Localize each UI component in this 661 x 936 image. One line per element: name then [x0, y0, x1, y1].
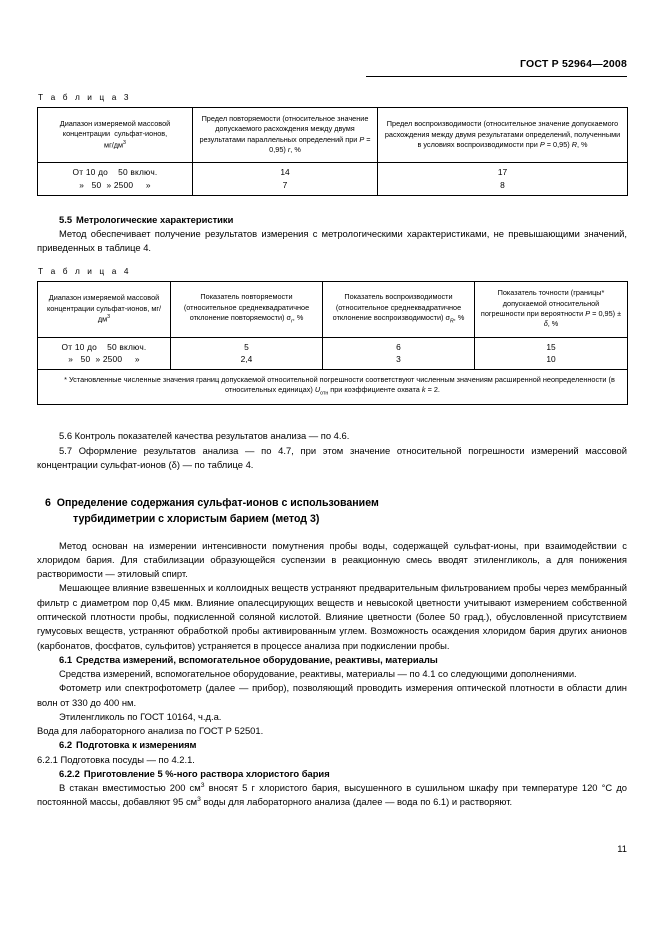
table3-data-block: [38, 163, 628, 195]
table4-accuracy-cell: [475, 337, 628, 369]
table4-row0-range: От 10 до 50 включ.: [61, 341, 147, 352]
table3-range-cell: [38, 163, 193, 195]
page-number: 11: [617, 843, 627, 854]
section-6-title-line2: турбидиметрии с хлористым барием (метод 3): [73, 512, 320, 525]
section-6-2-2-heading: [37, 767, 627, 781]
table4: [37, 281, 628, 405]
section-6-number: 6: [45, 497, 51, 510]
section-6-heading: [37, 496, 627, 527]
table4-row0-accuracy: 15: [546, 341, 556, 352]
table3-caption: Т а б л и ц а 3: [38, 92, 132, 102]
table4-header-range: Диапазон измеряемой массовой концентрации сульфат-ионов, $мг/дм^3$: [38, 282, 171, 337]
table4-row0-repeatability: 5: [244, 341, 249, 352]
table4-row0-reproducibility: 6: [396, 341, 401, 352]
table3-repeatability-cell: [193, 163, 378, 195]
table4-header-reproducibility: Показатель воспроизводимости (относительное среднеквадратичное отклонение воспроизводимости) $\sigma_R$, %: [323, 282, 475, 337]
table3-header-row: [38, 108, 628, 163]
table4-row1-range: » 50 » 2500 »: [68, 354, 140, 365]
section-6-paragraph-2: Мешающее влияние взвешенных и коллоидных веществ устраняют предварительным фильтрованием пробы через мембранный фильтр с диаметром пор 0,45 мкм. Влияние опалесцирующих веществ и невысокой цветности учитывают измерением собственной оптической плотности пробы, подкисленной соляной кислотой. Влияние цветности (более 50 град.), обусловленной присутствием гумусовых веществ, устраняют обработкой пробы активированным углем. Возможность осаждения хлоридом бария других анионов (карбонатов, фосфатов, сульфитов) устраняется в процессе анализа при подкислении пробы.: [37, 582, 627, 651]
section-6-2-2-number: 6.2.2: [59, 767, 80, 779]
section-6-2-number: 6.2: [59, 739, 73, 751]
table4-footnote: * Установленные численные значения границ допускаемой относительной погрешности соответствуют численным значениям расширенной неопределенности (в относительных единицах) $U_{отн}$ при коэффициенте охвата k = 2.: [38, 370, 628, 405]
table4-row1-accuracy: 10: [546, 354, 556, 365]
table4-header-repeatability: Показатель повторяемости (относительное среднеквадратичное отклонение повторяемости) $\sigma_r$, %: [171, 282, 323, 337]
section-6-2-2-text: В стакан вместимостью 200 $см^3$ вносят 5 г хлористого бария, высушенного в сушильном шкафу при температуре 120 °С до постоянной массы, добавляют 95 $см^3$ воды для лабораторного анализа (далее — вода по 6.1) и растворяют.: [37, 782, 627, 808]
table3-row1-repeatability: 7: [282, 180, 288, 191]
table4-header-row: [38, 282, 628, 337]
section-6-2-2-title: Приготовление 5 %-ного раствора хлористого бария: [83, 767, 330, 779]
section-5-6-text: 5.6 Контроль показателей качества результатов анализа — по 4.6.: [59, 430, 350, 442]
document-body: [37, 92, 627, 810]
table4-caption: Т а б л и ц а 4: [38, 266, 132, 277]
section-6-title-line1: Определение содержания сульфат-ионов с использованием: [56, 497, 379, 510]
table4-header-accuracy: Показатель точности (границы* допускаемой относительной погрешности при вероятности P = 0,95) ± δ, %: [475, 282, 628, 337]
section-5-5-text: Метод обеспечивает получение результатов измерения с метрологическими характеристиками, не превышающими значений, приведенных в таблице 4.: [37, 227, 627, 254]
table3-row1-reproducibility: 8: [500, 180, 505, 191]
standard-number: ГОСТ Р 52964—2008: [519, 58, 627, 70]
table4-repeatability-cell: [171, 337, 323, 369]
section-5-5-title: Метрологические характеристики: [76, 213, 234, 225]
header-divider: [366, 76, 627, 77]
table3-row0-reproducibility: 17: [497, 167, 508, 178]
table4-range-cell: [38, 337, 171, 369]
page-header: [37, 58, 627, 70]
section-6-2-1-text: 6.2.1 Подготовка посуды — по 4.2.1.: [37, 753, 195, 765]
table4-row1-reproducibility: 3: [396, 354, 401, 365]
table4-row1-repeatability: 2,4: [240, 354, 253, 365]
table3-row0-range: От 10 до 50 включ.: [72, 167, 158, 178]
table3-row1-range: » 50 » 2500 »: [79, 180, 151, 191]
section-6-1-title: Средства измерений, вспомогательное оборудование, реактивы, материалы: [76, 653, 438, 665]
table4-reproducibility-cell: [323, 337, 475, 369]
section-5-5-heading: [37, 213, 627, 227]
table4-footnote-row: [38, 370, 628, 405]
section-5-5-number: 5.5: [59, 213, 73, 225]
section-6-1-paragraph-1: Средства измерений, вспомогательное оборудование, реактивы, материалы — по 4.1 со следующими дополнениями.: [59, 668, 577, 679]
table4-data-block: [38, 337, 628, 369]
section-6-1-number: 6.1: [59, 653, 73, 665]
section-6-paragraph-1: Метод основан на измерении интенсивности помутнения пробы воды, содержащей сульфат-ионы, при взаимодействии с хлоридом бария. Для стабилизации образующейся суспензии в реакционную смесь вводят этиленгликоль, а для понижения растворимости — этиловый спирт.: [37, 539, 627, 580]
table3-header-range: Диапазон измеряемой массовой концентрации сульфат-ионов, $мг/дм^3$: [38, 108, 193, 163]
section-6-2-title: Подготовка к измерениям: [76, 739, 197, 751]
table3-header-reproducibility: Предел воспроизводимости (относительное значение допускаемого расхождения между двумя результатами определений, полученными в условиях воспроизводимости при P = 0,95) R, %: [378, 108, 628, 163]
section-6-1-paragraph-2: Фотометр или спектрофотометр (далее — прибор), позволяющий проводить измерения оптической плотности в области длин волн от 330 до 400 нм.: [37, 682, 627, 708]
section-5-7-text: 5.7 Оформление результатов анализа — по 4.7, при этом значение относительной погрешности измерений массовой концентрации сульфат-ионов (δ) — по таблице 4.: [37, 444, 627, 470]
section-6-1-heading: [37, 653, 627, 667]
table3: [37, 107, 628, 196]
table3-reproducibility-cell: [378, 163, 628, 195]
section-6-1-paragraph-4: Вода для лабораторного анализа по ГОСТ Р 52501.: [37, 725, 264, 737]
section-6-1-paragraph-3: Этиленгликоль по ГОСТ 10164, ч.д.а.: [59, 710, 222, 722]
section-6-2-heading: [37, 738, 627, 752]
table3-row0-repeatability: 14: [280, 167, 290, 178]
table3-header-repeatability: Предел повторяемости (относительное значение допускаемого расхождения между двумя результатами параллельных определений при P = 0,95) r, %: [193, 108, 378, 163]
